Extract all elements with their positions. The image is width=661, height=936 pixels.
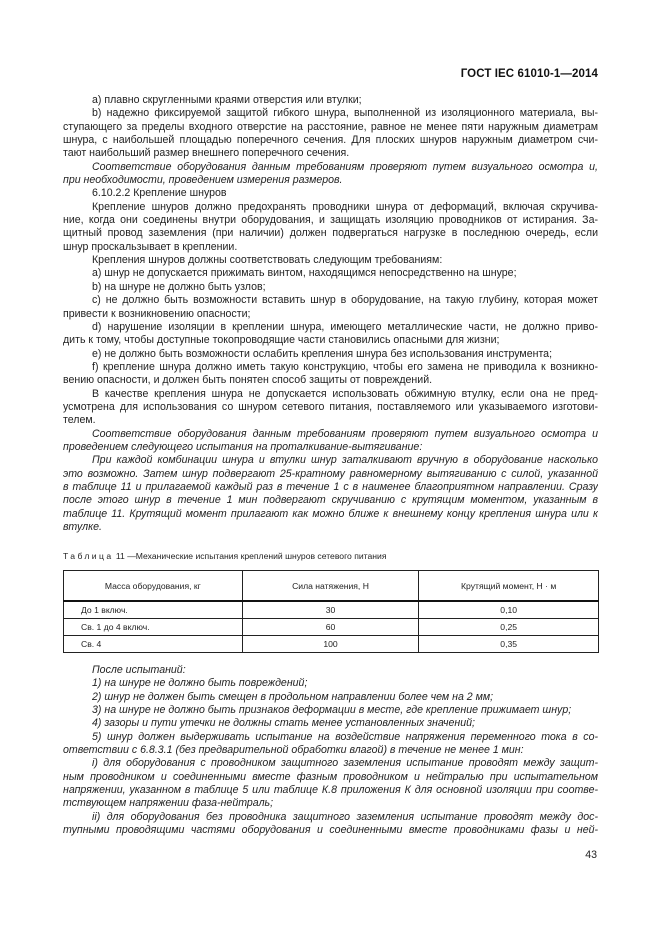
test-procedure-line: в таблице 11 и прилагаемой каждый раз в течение 1 с в наименее благоприятном направлении. Сразу [63, 480, 598, 493]
result-item-5-line: 5) шнур должен выдерживать испытание на воздействие напряжения переменного тока в со- [92, 730, 598, 743]
requirement-a: a) шнур не допускается прижимать винтом, находящимся непосредственно на шнуре; [92, 267, 517, 280]
requirement-d-line: дить к тому, чтобы доступные токопроводящие части становились опасными для жизни; [63, 334, 500, 347]
requirement-b: b) на шнуре не должно быть узлов; [92, 280, 266, 293]
sub-item-i-line: ным проводником и соединенными вместе фазным проводником и нейтралью при испытательном [63, 770, 598, 783]
test-procedure-line: втулке. [63, 521, 102, 533]
cord-anchorage-test-table [63, 570, 599, 653]
list-item-a: a) плавно скругленными краями отверстия или втулки; [92, 94, 362, 106]
table-cell-mass: Св. 1 до 4 включ. [64, 619, 243, 636]
list-item-b-line: ступающего за пределы входного отверстие на расстояние, равное не менее пяти наружным диаметрам [63, 120, 598, 133]
sub-item-i-line: тствующем напряжении фаза-нейтраль; [63, 797, 274, 810]
page-number: 43 [585, 849, 597, 861]
paragraph-line: Крепление шнуров должно предохранять проводники шнура от деформаций, включая скручива- [92, 200, 598, 213]
paragraph-line: усмотрена для использования со шнуром сетевого питания, поставляемого или указываемого изготови- [63, 400, 598, 413]
table-caption [63, 551, 386, 561]
paragraph-line: В качестве крепления шнура не допускается использовать обжимную втулку, если она не пред- [92, 387, 598, 400]
paragraph-line: ние, когда они соединены внутри оборудования, и защищать изоляцию проводников от истирания. За- [63, 214, 598, 227]
test-procedure-line: это возможно. Затем шнур подвергают 25-кратному равномерному вытягиванию с силой, указанной [63, 467, 598, 480]
document-code-header: ГОСТ IEC 61010-1—2014 [460, 68, 598, 80]
requirement-c-line: привести к возникновению опасности; [63, 307, 251, 320]
body-text-block-2 [63, 664, 598, 837]
test-procedure-line: после этого шнур в течение 1 мин подвергают скручиванию с крутящим моментом, указанным в [63, 494, 598, 507]
column-header-torque: Крутящий момент, Н · м [419, 571, 599, 602]
compliance-note-line: проведением следующего испытания на проталкивание-вытягивание: [63, 440, 423, 453]
result-item-5-line: ответствии с 6.8.3.1 (без предварительной обработки влагой) в течение не менее 1 мин: [63, 744, 524, 757]
section-heading: 6.10.2.2 Крепление шнуров [92, 187, 227, 200]
table-cell-pull-force: 30 [242, 601, 419, 619]
paragraph-line: Крепления шнуров должны соответствовать следующим требованиям: [92, 254, 443, 267]
sub-item-i-line: напряжении, указанном в таблице 5 или таблице К.8 приложения К для основной изоляции при соотве- [63, 784, 598, 797]
result-item-3: 3) на шнуре не должно быть признаков деформации в месте, где крепление прижимает шнур; [92, 704, 572, 717]
column-header-mass: Масса оборудования, кг [64, 571, 243, 602]
requirement-e: e) не должно быть возможности ослабить крепления шнура без использования инструмента; [92, 347, 553, 360]
list-item-b-line: тают наибольший размер внешнего поперечного сечения. [63, 147, 350, 160]
table-caption-label: Таблица [63, 551, 114, 561]
result-item-4: 4) зазоры и пути утечки не должны стать менее установленных значений; [92, 717, 475, 730]
column-header-pull-force: Сила натяжения, Н [242, 571, 419, 602]
table-header-row [64, 571, 599, 602]
table-caption-text: 11 —Механические испытания креплений шнуров сетевого питания [115, 551, 387, 561]
compliance-note-line: Соответствие оборудования данным требованиям проверяют путем визуального осмотра и [92, 427, 598, 440]
sub-item-ii-line: тупными проводящими частями оборудования и соединенными вместе проводниками фазы и ней- [63, 824, 598, 837]
table-cell-torque: 0,25 [419, 619, 599, 636]
table-cell-mass: Св. 4 [64, 636, 243, 653]
test-procedure-line: При каждой комбинации шнура и втулки шнур заталкивают вручную в оборудование насколько [92, 454, 598, 467]
table-row [64, 636, 599, 653]
result-item-1: 1) на шнуре не должно быть повреждений; [92, 677, 308, 690]
paragraph-line: щитный провод заземления (при наличии) должен подвергаться нагрузке в последнюю очередь, если [63, 227, 598, 240]
table-cell-torque: 0,10 [419, 601, 599, 619]
requirement-d-line: d) нарушение изоляции в креплении шнура, имеющего металлические части, не должно приво- [92, 320, 598, 333]
sub-item-ii-line: ii) для оборудования без проводника защитного заземления испытание проводят между дос- [92, 810, 598, 823]
table-row [64, 619, 599, 636]
compliance-note-line: Соответствие оборудования данным требованиям проверяют путем визуального осмотра и, [92, 160, 598, 173]
result-item-2: 2) шнур не должен быть смещен в продольном направлении более чем на 2 мм; [92, 690, 494, 703]
table-cell-torque: 0,35 [419, 636, 599, 653]
test-procedure-line: таблице 11. Крутящий момент прилагают как можно ближе к внешнему концу крепления шнура или к [63, 507, 598, 520]
paragraph-line: телем. [63, 414, 96, 427]
after-tests-heading: После испытаний: [92, 664, 186, 676]
requirement-f-line: f) крепление шнура должно иметь такую конструкцию, чтобы его замена не приводила к возникно- [92, 360, 598, 373]
table-cell-pull-force: 60 [242, 619, 419, 636]
table-row [64, 601, 599, 619]
sub-item-i-line: i) для оборудования с проводником защитного заземления испытание проводят между защит- [92, 757, 598, 770]
body-text-block-1 [63, 94, 598, 534]
requirement-c-line: c) не должно быть возможности вставить шнур в оборудование, на такую глубину, которая может [92, 294, 598, 307]
table-cell-mass: До 1 включ. [64, 601, 243, 619]
list-item-b-line: шнура, с наибольшей площадью поперечного сечения. Для плоских шнуров наружным диаметром счи- [63, 134, 598, 147]
paragraph-line: шнур проскальзывает в креплении. [63, 240, 238, 253]
list-item-b-line: b) надежно фиксируемой защитой гибкого шнура, выполненной из изоляционного материала, вы- [92, 107, 598, 120]
requirement-f-line: вению опасности, и должен быть понятен способ защиты от повреждений. [63, 374, 433, 387]
compliance-note-line: при необходимости, проведением измерения размеров. [63, 174, 343, 187]
table-cell-pull-force: 100 [242, 636, 419, 653]
